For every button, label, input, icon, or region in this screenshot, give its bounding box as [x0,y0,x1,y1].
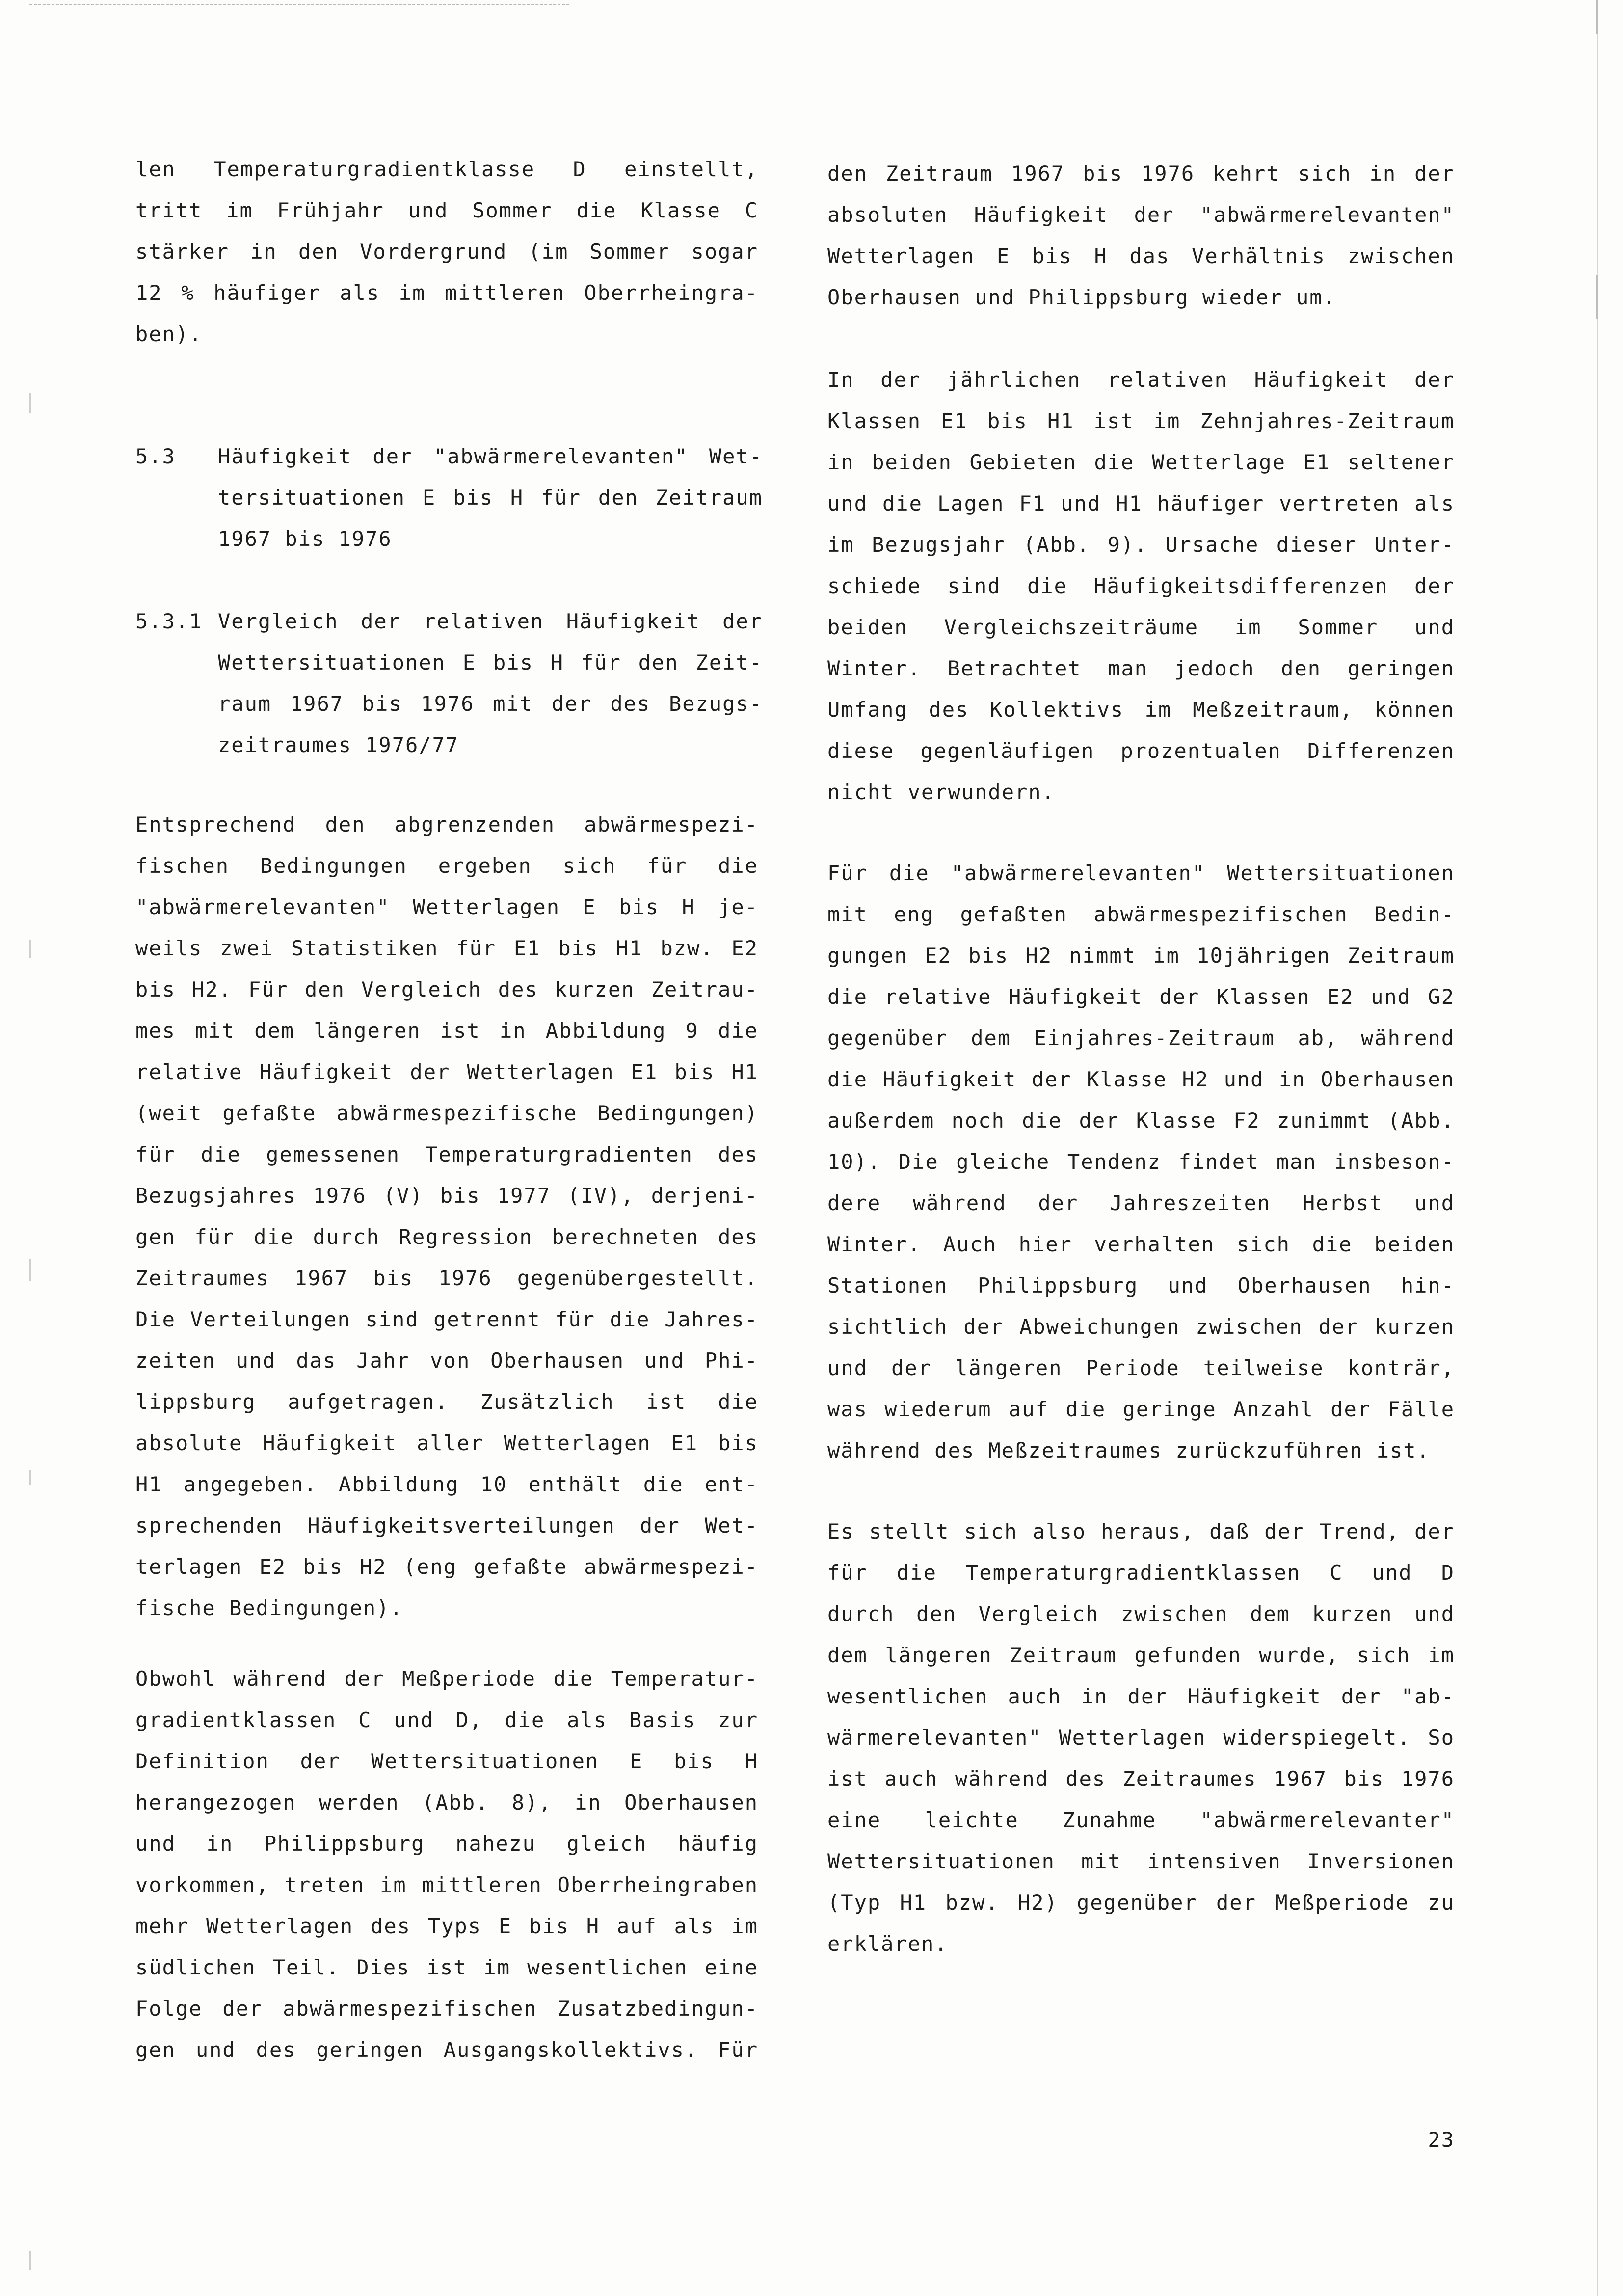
text-line: Klassen E1 bis H1 ist im Zehnjahres-Zeitraum [827,409,1455,433]
right-column [827,0,1455,2111]
text-line: dere während der Jahreszeiten Herbst und [827,1191,1455,1215]
paragraph [827,853,1455,1471]
text-line: und die Lagen F1 und H1 häufiger vertreten als [827,491,1455,515]
text-line: was wiederum auf die geringe Anzahl der Fälle [827,1397,1455,1421]
text-line: bis H2. Für den Vergleich des kurzen Zeitrau- [135,977,758,1001]
text-line: Häufigkeit der "abwärmerelevanten" Wet- [218,444,763,468]
scan-edge-right-line [1597,0,1598,2296]
text-line: absoluten Häufigkeit der "abwärmerelevanten" [827,203,1455,227]
text-line: Es stellt sich also heraus, daß der Trend, der [827,1519,1455,1543]
text-line: Wettersituationen E bis H für den Zeit- [218,650,763,675]
text-line: während des Meßzeitraumes zurückzuführen ist. [827,1438,1430,1462]
text-line: Winter. Auch hier verhalten sich die beiden [827,1232,1455,1256]
section-title [218,601,763,766]
paragraph [135,1658,758,2071]
text-line: eine leichte Zunahme "abwärmerelevanter" [827,1808,1455,1832]
text-line: ist auch während des Zeitraumes 1967 bis 1976 [827,1767,1455,1791]
scan-mark [29,2251,31,2270]
text-line: "abwärmerelevanten" Wetterlagen E bis H je- [135,895,758,919]
scan-mark [29,940,31,958]
text-line: die Häufigkeit der Klasse H2 und in Oberhausen [827,1067,1455,1091]
scan-mark [29,1470,31,1485]
text-line: und in Philippsburg nahezu gleich häufig [135,1832,758,1856]
paragraph [827,153,1455,318]
text-line: Oberhausen und Philippsburg wieder um. [827,285,1336,309]
text-line: ben). [135,322,203,346]
text-line: vorkommen, treten im mittleren Oberrheingraben [135,1873,758,1897]
text-line: In der jährlichen relativen Häufigkeit der [827,368,1455,392]
text-line: Folge der abwärmespezifischen Zusatzbedingun- [135,1997,758,2021]
text-line: gen für die durch Regression berechneten des [135,1225,758,1249]
text-line: Obwohl während der Meßperiode die Temperatur- [135,1667,758,1691]
text-line: sprechenden Häufigkeitsverteilungen der Wet- [135,1513,758,1538]
text-line: Zeitraumes 1967 bis 1976 gegenübergestellt. [135,1266,758,1290]
text-line: len Temperaturgradientklasse D einstellt, [135,157,758,181]
text-line: wesentlichen auch in der Häufigkeit der "ab- [827,1684,1455,1708]
section-heading-5-3-1 [135,601,763,766]
left-column [135,0,763,2111]
text-line: tritt im Frühjahr und Sommer die Klasse C [135,198,758,222]
text-line: gen und des geringen Ausgangskollektivs. Für [135,2038,758,2062]
text-line: Wetterlagen E bis H das Verhältnis zwischen [827,244,1455,268]
text-line: fischen Bedingungen ergeben sich für die [135,854,758,878]
text-line: Die Verteilungen sind getrennt für die Jahres- [135,1307,758,1331]
text-line: Definition der Wettersituationen E bis H [135,1749,758,1773]
text-line: raum 1967 bis 1976 mit der des Bezugs- [218,692,763,716]
text-line: dem längeren Zeitraum gefunden wurde, sich im [827,1643,1455,1667]
text-line: durch den Vergleich zwischen dem kurzen und [827,1602,1455,1626]
text-line: 1967 bis 1976 [218,527,392,551]
scan-mark [1596,275,1598,319]
text-line: 12 % häufiger als im mittleren Oberrheingra- [135,281,758,305]
text-line: den Zeitraum 1967 bis 1976 kehrt sich in der [827,162,1455,186]
text-line: Vergleich der relativen Häufigkeit der [218,609,763,633]
text-line: im Bezugsjahr (Abb. 9). Ursache dieser Unter- [827,533,1455,557]
text-line: relative Häufigkeit der Wetterlagen E1 bis H1 [135,1060,758,1084]
text-line: die relative Häufigkeit der Klassen E2 und G2 [827,985,1455,1009]
section-title [218,436,763,560]
text-line: (Typ H1 bzw. H2) gegenüber der Meßperiode zu [827,1891,1455,1915]
text-line: fische Bedingungen). [135,1596,403,1620]
text-line: zeitraumes 1976/77 [218,733,459,757]
text-line: Entsprechend den abgrenzenden abwärmespezi- [135,812,758,837]
page-number: 23 [1428,2128,1455,2152]
text-line: und der längeren Periode teilweise konträr, [827,1356,1455,1380]
text-line: Bezugsjahres 1976 (V) bis 1977 (IV), derjeni- [135,1184,758,1208]
paragraph [135,804,758,1629]
text-line: Für die "abwärmerelevanten" Wettersituationen [827,861,1455,885]
text-line: lippsburg aufgetragen. Zusätzlich ist die [135,1390,758,1414]
text-line: wärmerelevanten" Wetterlagen widerspiegelt. So [827,1726,1455,1750]
text-line: südlichen Teil. Dies ist im wesentlichen eine [135,1955,758,1979]
text-line: tersituationen E bis H für den Zeitraum [218,486,763,510]
text-line: mit eng gefaßten abwärmespezifischen Bedin- [827,902,1455,926]
text-line: außerdem noch die der Klasse F2 zunimmt (Abb. [827,1108,1455,1133]
text-line: für die Temperaturgradientklassen C und D [827,1561,1455,1585]
text-line: Umfang des Kollektivs im Meßzeitraum, können [827,698,1455,722]
paragraph [827,1511,1455,1965]
text-line: Stationen Philippsburg und Oberhausen hin- [827,1273,1455,1297]
text-line: weils zwei Statistiken für E1 bis H1 bzw. E2 [135,936,758,960]
text-line: schiede sind die Häufigkeitsdifferenzen der [827,574,1455,598]
scan-mark [29,393,31,413]
text-line: erklären. [827,1932,948,1956]
text-line: für die gemessenen Temperaturgradienten des [135,1142,758,1166]
section-number: 5.3 [135,444,176,468]
text-line: in beiden Gebieten die Wetterlage E1 seltener [827,450,1455,474]
paragraph [135,149,758,355]
text-line: Wettersituationen mit intensiven Inversionen [827,1849,1455,1873]
text-line: mes mit dem längeren ist in Abbildung 9 die [135,1019,758,1043]
text-line: zeiten und das Jahr von Oberhausen und Phi- [135,1349,758,1373]
text-line: herangezogen werden (Abb. 8), in Oberhausen [135,1790,758,1814]
text-line: terlagen E2 bis H2 (eng gefaßte abwärmespezi- [135,1555,758,1579]
text-line: sichtlich der Abweichungen zwischen der kurzen [827,1315,1455,1339]
text-line: nicht verwundern. [827,780,1055,804]
text-line: stärker in den Vordergrund (im Sommer sogar [135,240,758,264]
text-line: gungen E2 bis H2 nimmt im 10jährigen Zeitraum [827,944,1455,968]
scan-mark [29,1259,31,1281]
text-line: 10). Die gleiche Tendenz findet man insbeson- [827,1150,1455,1174]
section-number: 5.3.1 [135,609,203,633]
text-line: absolute Häufigkeit aller Wetterlagen E1 bis [135,1431,758,1455]
text-line: gegenüber dem Einjahres-Zeitraum ab, während [827,1026,1455,1050]
text-line: diese gegenläufigen prozentualen Differenzen [827,739,1455,763]
text-line: gradientklassen C und D, die als Basis zur [135,1708,758,1732]
text-line: mehr Wetterlagen des Typs E bis H auf als im [135,1914,758,1938]
paragraph [827,359,1455,813]
scan-mark [1596,0,1598,34]
text-line: (weit gefaßte abwärmespezifische Bedingungen) [135,1101,758,1125]
text-line: beiden Vergleichszeiträume im Sommer und [827,615,1455,639]
text-line: H1 angegeben. Abbildung 10 enthält die ent- [135,1472,758,1496]
text-line: Winter. Betrachtet man jedoch den geringen [827,656,1455,680]
section-heading-5-3 [135,436,763,560]
